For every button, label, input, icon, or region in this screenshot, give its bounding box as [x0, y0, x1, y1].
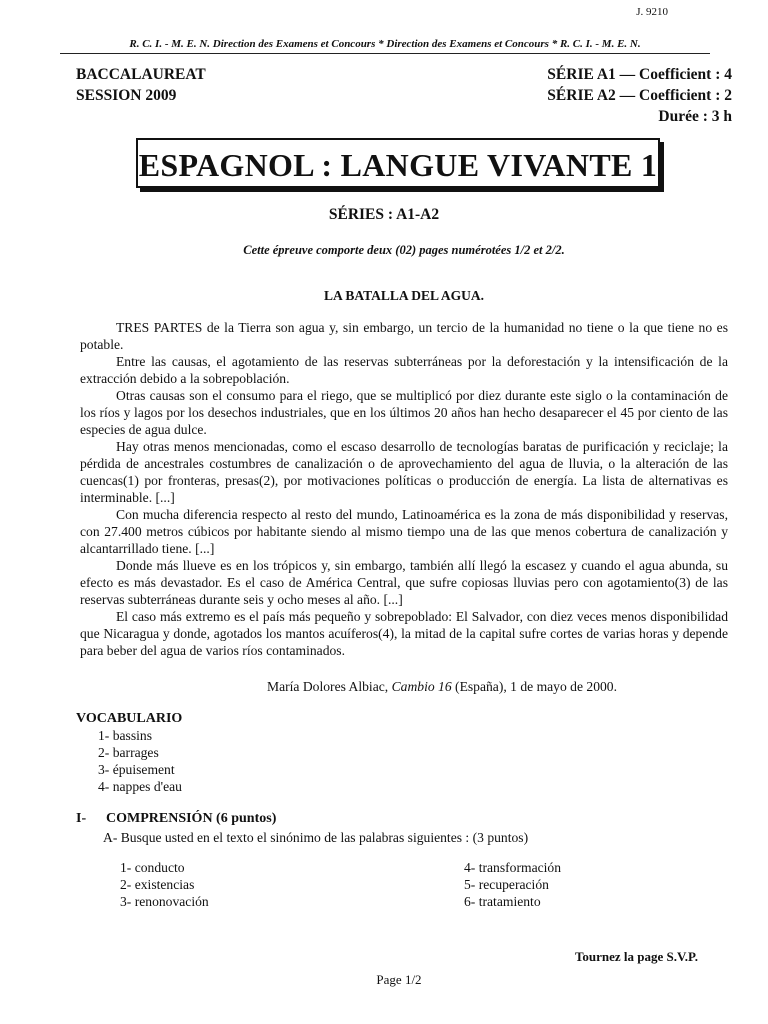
turn-page-note: Tournez la page S.V.P. — [574, 949, 698, 964]
list-item: 1- bassins — [98, 728, 152, 743]
exam-duration: Durée : 3 h — [658, 108, 732, 125]
document-code: J. 9210 — [636, 6, 668, 18]
section-number: I- — [76, 811, 87, 826]
text-title: LA BATALLA DEL AGUA. — [323, 288, 485, 303]
list-item: 2- barrages — [98, 745, 159, 760]
exam-info-left — [76, 64, 206, 106]
list-item: 3- renonovación — [120, 894, 209, 909]
list-item: 5- recuperación — [464, 877, 549, 892]
page-number: Page 1/2 — [376, 972, 422, 987]
series-a2-coefficient: SÉRIE A2 — Coefficient : 2 — [547, 87, 732, 104]
source-date: (España), 1 de mayo de 2000. — [455, 679, 617, 694]
comprehension-heading — [76, 811, 276, 827]
synonym-list-left — [120, 859, 209, 910]
paragraph: Hay otras menos mencionadas, como el escaso desarrollo de tecnologías baratas de purificación y reciclaje; la pérdida de ancestrales costumbres de canalización o de aprovechamiento del agua de lluvia, o la alteración de las cuencas(1) por fronteras, presas(2), por motivaciones políticas o producción de energía. La lista de alternativas es interminable. [...] — [80, 439, 728, 505]
institution-header: R. C. I. - M. E. N. Direction des Examens et Concours * Direction des Examens et Concours * R. C. I. - M. E. N. — [60, 38, 710, 54]
paragraph: TRES PARTES de la Tierra son agua y, sin embargo, un tercio de la humanidad no tiene o la que tiene no es potable. — [80, 320, 728, 352]
list-item: 3- épuisement — [98, 762, 175, 777]
paragraph: Con mucha diferencia respecto al resto del mundo, Latinoamérica es la zona de más disponibilidad y reservas, con 27.400 metros cúbicos por habitante siendo al mismo tiempo una de las que menos cobertura de canalización y alcantarrillado tiene. [...] — [80, 507, 728, 556]
source-publication: Cambio 16 — [391, 679, 452, 694]
section-title: COMPRENSIÓN (6 puntos) — [106, 811, 277, 826]
list-item: 4- nappes d'eau — [98, 779, 182, 794]
text-source — [267, 679, 617, 695]
exam-title: ESPAGNOL : LANGUE VIVANTE 1 — [136, 138, 660, 188]
paragraph: Otras causas son el consumo para el riego, que se multiplicó por diez durante este siglo o la contaminación de los ríos y lagos por los desechos industriales, que en los últimos 20 años han hecho desaparecer el 45 por ciento de las especies de agua dulce. — [80, 388, 728, 437]
series-label: SÉRIES : A1-A2 — [328, 206, 440, 223]
paragraph: Entre las causas, el agotamiento de las reservas subterráneas por la deforestación y la intensificación de la extracción debido a la sobrepoblación. — [80, 354, 728, 386]
list-item: 1- conducto — [120, 860, 185, 875]
page-notice: Cette épreuve comporte deux (02) pages numérotées 1/2 et 2/2. — [243, 243, 565, 257]
reading-text — [80, 319, 728, 659]
vocab-heading: VOCABULARIO — [76, 711, 183, 726]
list-item: 4- transformación — [464, 860, 562, 875]
source-author: María Dolores Albiac, — [267, 679, 389, 694]
synonym-list-right — [464, 859, 561, 910]
exam-session: SESSION 2009 — [76, 87, 177, 104]
list-item: 6- tratamiento — [464, 894, 541, 909]
vocab-list — [98, 727, 182, 795]
list-item: 2- existencias — [120, 877, 195, 892]
paragraph: Donde más llueve es en los trópicos y, sin embargo, también allí llegó la escasez y cuando el agua abunda, su efecto es más devastador. Es el caso de América Central, que sufre copiosas lluvias pero con agotamiento(3) de las reservas subterráneas durante seis y ocho meses al año. [...] — [80, 558, 728, 607]
series-a1-coefficient: SÉRIE A1 — Coefficient : 4 — [547, 66, 732, 83]
exam-info-right — [547, 64, 732, 127]
exam-name: BACCALAUREAT — [76, 66, 206, 83]
comprehension-instruction: A- Busque usted en el texto el sinónimo de las palabras siguientes : (3 puntos) — [103, 830, 529, 845]
paragraph: El caso más extremo es el país más pequeño y sobrepoblado: El Salvador, con diez veces menos disponibilidad que Nicaragua y donde, agotados los mantos acuíferos(4), la mitad de la capital sufre cortes de varias horas y depende para beber del agua de varios ríos contaminados. — [80, 609, 728, 658]
